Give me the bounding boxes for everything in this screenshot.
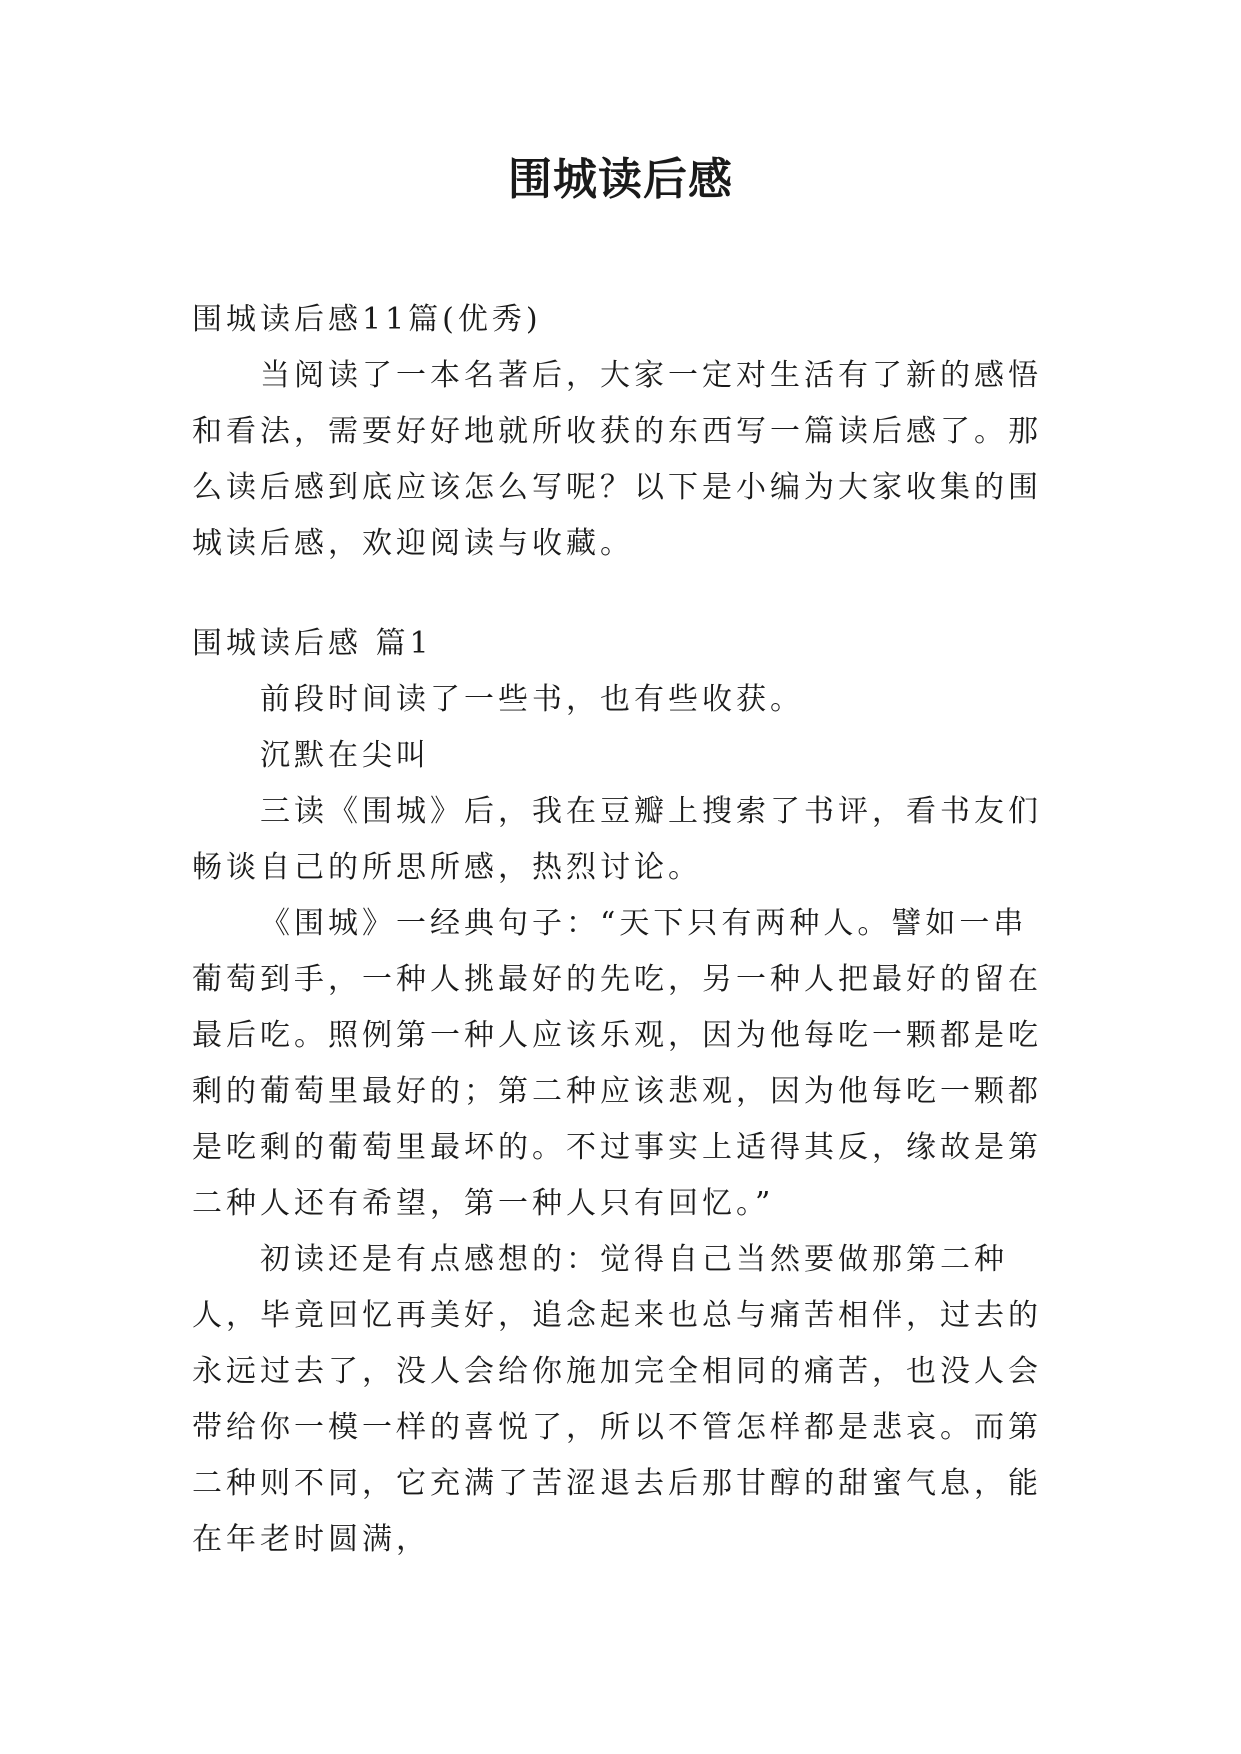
- document-body: [192, 292, 1052, 1568]
- paragraph: 《围城》一经典句子：“天下只有两种人。譬如一串葡萄到手，一种人挑最好的先吃，另一种人把最好的留在最后吃。照例第一种人应该乐观，因为他每吃一颗都是吃剩的葡萄里最好的；第二种应该悲观，因为他每吃一颗都是吃剩的葡萄里最坏的。不过事实上适得其反，缘故是第二种人还有希望，第一种人只有回忆。”: [192, 906, 1042, 1221]
- document-title: 围城读后感: [508, 154, 733, 205]
- paragraph: 前段时间读了一些书，也有些收获。: [260, 682, 804, 717]
- document-subtitle: 围城读后感11篇(优秀): [192, 302, 542, 337]
- paragraph: 初读还是有点感想的：觉得自己当然要做那第二种人，毕竟回忆再美好，追念起来也总与痛苦相伴，过去的永远过去了，没人会给你施加完全相同的痛苦，也没人会带给你一模一样的喜悦了，所以不管怎样都是悲哀。而第二种则不同，它充满了苦涩退去后那甘醇的甜蜜气息，能在年老时圆满，: [192, 1242, 1042, 1557]
- intro-paragraph: 当阅读了一本名著后，大家一定对生活有了新的感悟和看法，需要好好地就所收获的东西写一篇读后感了。那么读后感到底应该怎么写呢？以下是小编为大家收集的围城读后感，欢迎阅读与收藏。: [192, 358, 1042, 561]
- paragraph: 沉默在尖叫: [260, 738, 430, 773]
- section-spacer: [192, 572, 1052, 616]
- section-heading: 围城读后感 篇1: [192, 626, 433, 661]
- paragraph: 三读《围城》后，我在豆瓣上搜索了书评，看书友们畅谈自己的所思所感，热烈讨论。: [192, 794, 1042, 885]
